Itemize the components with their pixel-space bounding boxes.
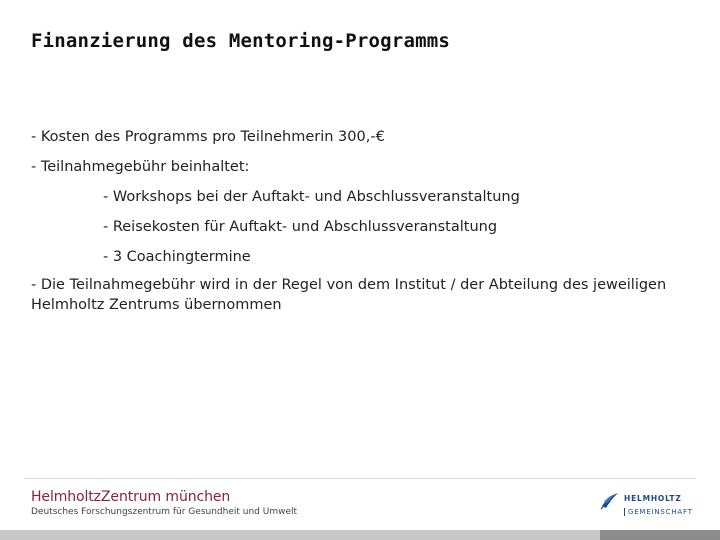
logo-right-line2: GEMEINSCHAFT [624, 508, 693, 516]
helmholtz-zentrum-logo [31, 489, 297, 517]
bullet-fee-includes: - Teilnahmegebühr beinhaltet: [31, 159, 250, 175]
sub-bullet-workshops: - Workshops bei der Auftakt- und Abschlussveranstaltung [103, 189, 520, 205]
footer-divider [24, 478, 696, 479]
bottom-bar-dark [600, 530, 720, 540]
bullet-cost: - Kosten des Programms pro Teilnehmerin 300,-€ [31, 129, 385, 145]
sub-bullet-coaching: - 3 Coachingtermine [103, 249, 251, 265]
helmholtz-gemeinschaft-logo [600, 488, 700, 522]
logo-right-line1: HELMHOLTZ [624, 494, 682, 503]
bullet-fee-payer: - Die Teilnahmegebühr wird in der Regel von dem Institut / der Abteilung des jeweiligen Helmholtz Zentrums übernommen [31, 277, 667, 313]
slide-body [31, 127, 681, 315]
bottom-bar [0, 530, 720, 540]
helmholtz-wing-icon [600, 490, 620, 510]
bottom-bar-light [0, 530, 600, 540]
sub-bullet-travel: - Reisekosten für Auftakt- und Abschlussveranstaltung [103, 219, 498, 235]
logo-left-title: HelmholtzZentrum münchen [31, 489, 231, 505]
slide-title: Finanzierung des Mentoring-Programms [31, 30, 451, 52]
logo-left-subtitle: Deutsches Forschungszentrum für Gesundheit und Umwelt [31, 507, 298, 517]
